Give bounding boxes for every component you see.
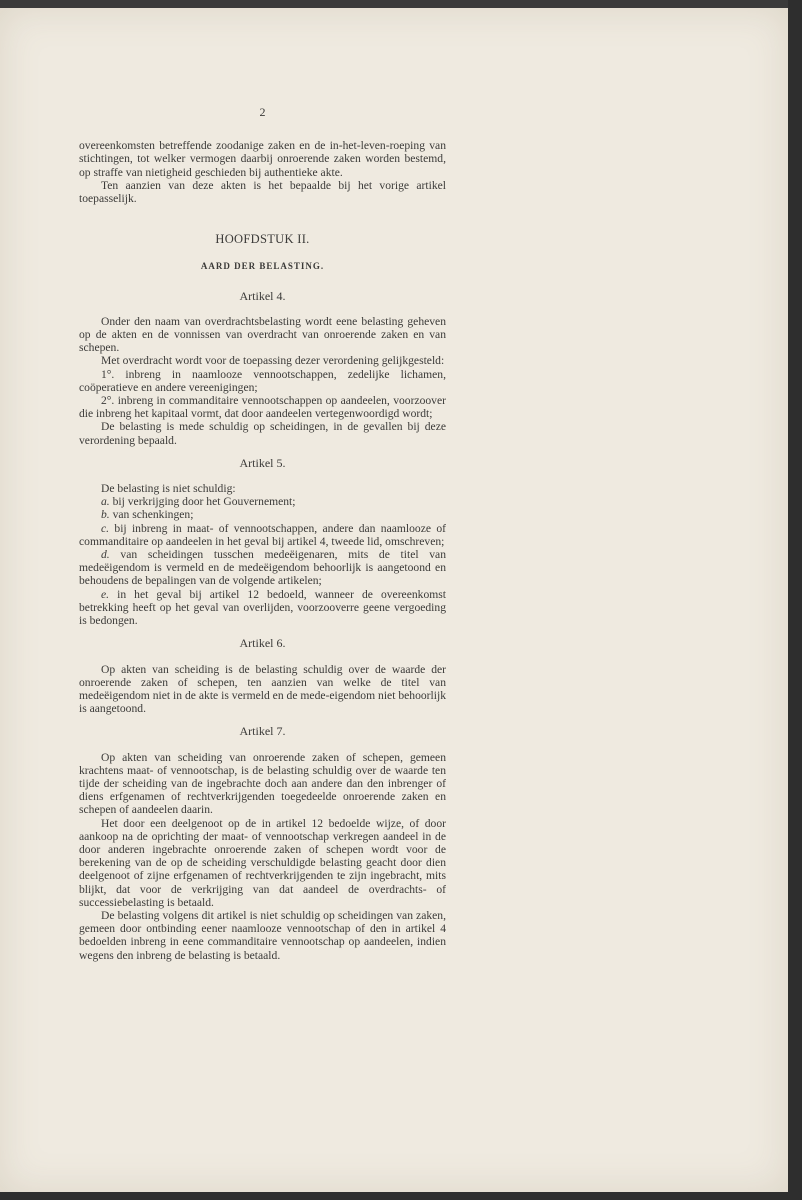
item-text: bij verkrijging door het Gouvernement; [112, 495, 296, 509]
chapter-subtitle: AARD DER BELASTING. [200, 261, 325, 272]
intro-paragraph-2: Ten aanzien van deze akten is het bepaalde bij het vorige artikel toepasselijk. [79, 178, 446, 206]
article-7-title: Artikel 7. [239, 724, 286, 739]
item-text: in het geval bij artikel 12 bedoeld, wanneer de overeenkomst betrekking heeft op het geval van overlijden, voorzooverre geene vergoeding is bedongen. [79, 587, 446, 628]
article-7-paragraph-2: Het door een deelgenoot op de in artikel 12 bedoelde wijze, of door aankoop na de oprichting der maat- of vennootschap verkregen aandeel in de door anderen ingebrachte onroerende zaken of schepen wordt voor de berekening van de op de scheiding verschuldigde belasting geacht door dien deelgenoot of zijne erfgenamen of rechtverkrijgenden te zijn ingebracht, mits blijkt, dat voor de verkrijging van dat aandeel de overdrachts- of successiebelasting is betaald. [79, 816, 446, 909]
article-4-paragraph-3: De belasting is mede schuldig op scheidingen, in de gevallen bij deze verordening bepaald. [79, 420, 446, 447]
article-5-item-b [79, 508, 446, 521]
article-4-title: Artikel 4. [239, 288, 286, 303]
item-text: van schenkingen; [112, 508, 194, 522]
article-4-item-2: 2°. inbreng in commanditaire vennootschappen op aandeelen, voorzoover die inbreng het kapitaal vormt, dat door aandeelen vertegenwoordigd wordt; [79, 394, 446, 421]
page-text [79, 106, 446, 962]
scan-edge-bottom [0, 1192, 802, 1200]
article-5-item-a [79, 495, 446, 508]
article-5-title: Artikel 5. [239, 455, 286, 470]
document-page [0, 8, 788, 1192]
item-text: van scheidingen tusschen medeëigenaren, mits de titel van medeëigendom is vermeld en de medeëigendom behoorlijk is aangetoond en behoudens de bepalingen van de volgende artikelen; [79, 548, 446, 588]
article-5-item-d [79, 548, 446, 588]
article-5-item-c [79, 522, 446, 548]
intro-paragraph-1: overeenkomsten betreffende zoodanige zaken en de in-het-leven-roeping van stichtingen, tot welker vermogen daarbij onroerende zaken worden bestemd, op straffe van nietigheid geschieden bij authentieke akte. [79, 139, 446, 179]
article-7-paragraph-1: Op akten van scheiding van onroerende zaken of schepen, gemeen krachtens maat- of vennootschap, is de belasting schuldig over de waarde ten tijde der scheiding van de ingebrachte doch aan andere dan den inbrenger of diens erfgenamen of rechtverkrijgenden toegedeelde onroerende zaken en schepen of aandeelen daarin. [79, 750, 446, 817]
page-number: 2 [259, 105, 266, 119]
article-6-title: Artikel 6. [239, 636, 286, 651]
item-letter: a. [101, 495, 110, 509]
article-4-item-1: 1°. inbreng in naamlooze vennootschappen, zedelijke lichamen, coöperatieve en andere vereenigingen; [79, 367, 446, 394]
item-letter: e. [101, 587, 110, 601]
item-letter: b. [101, 508, 110, 522]
article-4-paragraph-1: Onder den naam van overdrachtsbelasting wordt eene belasting geheven op de akten en de vonnissen van overdracht van onroerende zaken en van schepen. [79, 314, 446, 355]
item-text: bij inbreng in maat- of vennootschappen, andere dan naamlooze of commanditaire op aandeelen in het geval bij artikel 4, tweede lid, omschreven; [79, 521, 446, 548]
article-5-paragraph-1: De belasting is niet schuldig: [101, 482, 236, 496]
article-7-paragraph-3: De belasting volgens dit artikel is niet schuldig op scheidingen van zaken, gemeen door ontbinding eener naamlooze vennootschap of den in artikel 4 bedoelden inbreng in eene commanditaire vennootschap op aandeelen, indien wegens den inbreng de belasting is betaald. [79, 908, 446, 962]
article-6-paragraph-1: Op akten van scheiding is de belasting schuldig over de waarde der onroerende zaken of schepen, ten aanzien van welke de titel van medeëigendom niet in de akte is vermeld en de mede-eigendom niet behoorlijk is aangetoond. [79, 662, 446, 716]
chapter-title: HOOFDSTUK II. [215, 232, 310, 247]
scan-edge-right [788, 0, 802, 1200]
article-5-item-e [79, 588, 446, 628]
item-letter: d. [101, 548, 110, 562]
item-letter: c. [101, 521, 110, 535]
article-4-paragraph-2: Met overdracht wordt voor de toepassing dezer verordening gelijkgesteld: [101, 354, 445, 368]
